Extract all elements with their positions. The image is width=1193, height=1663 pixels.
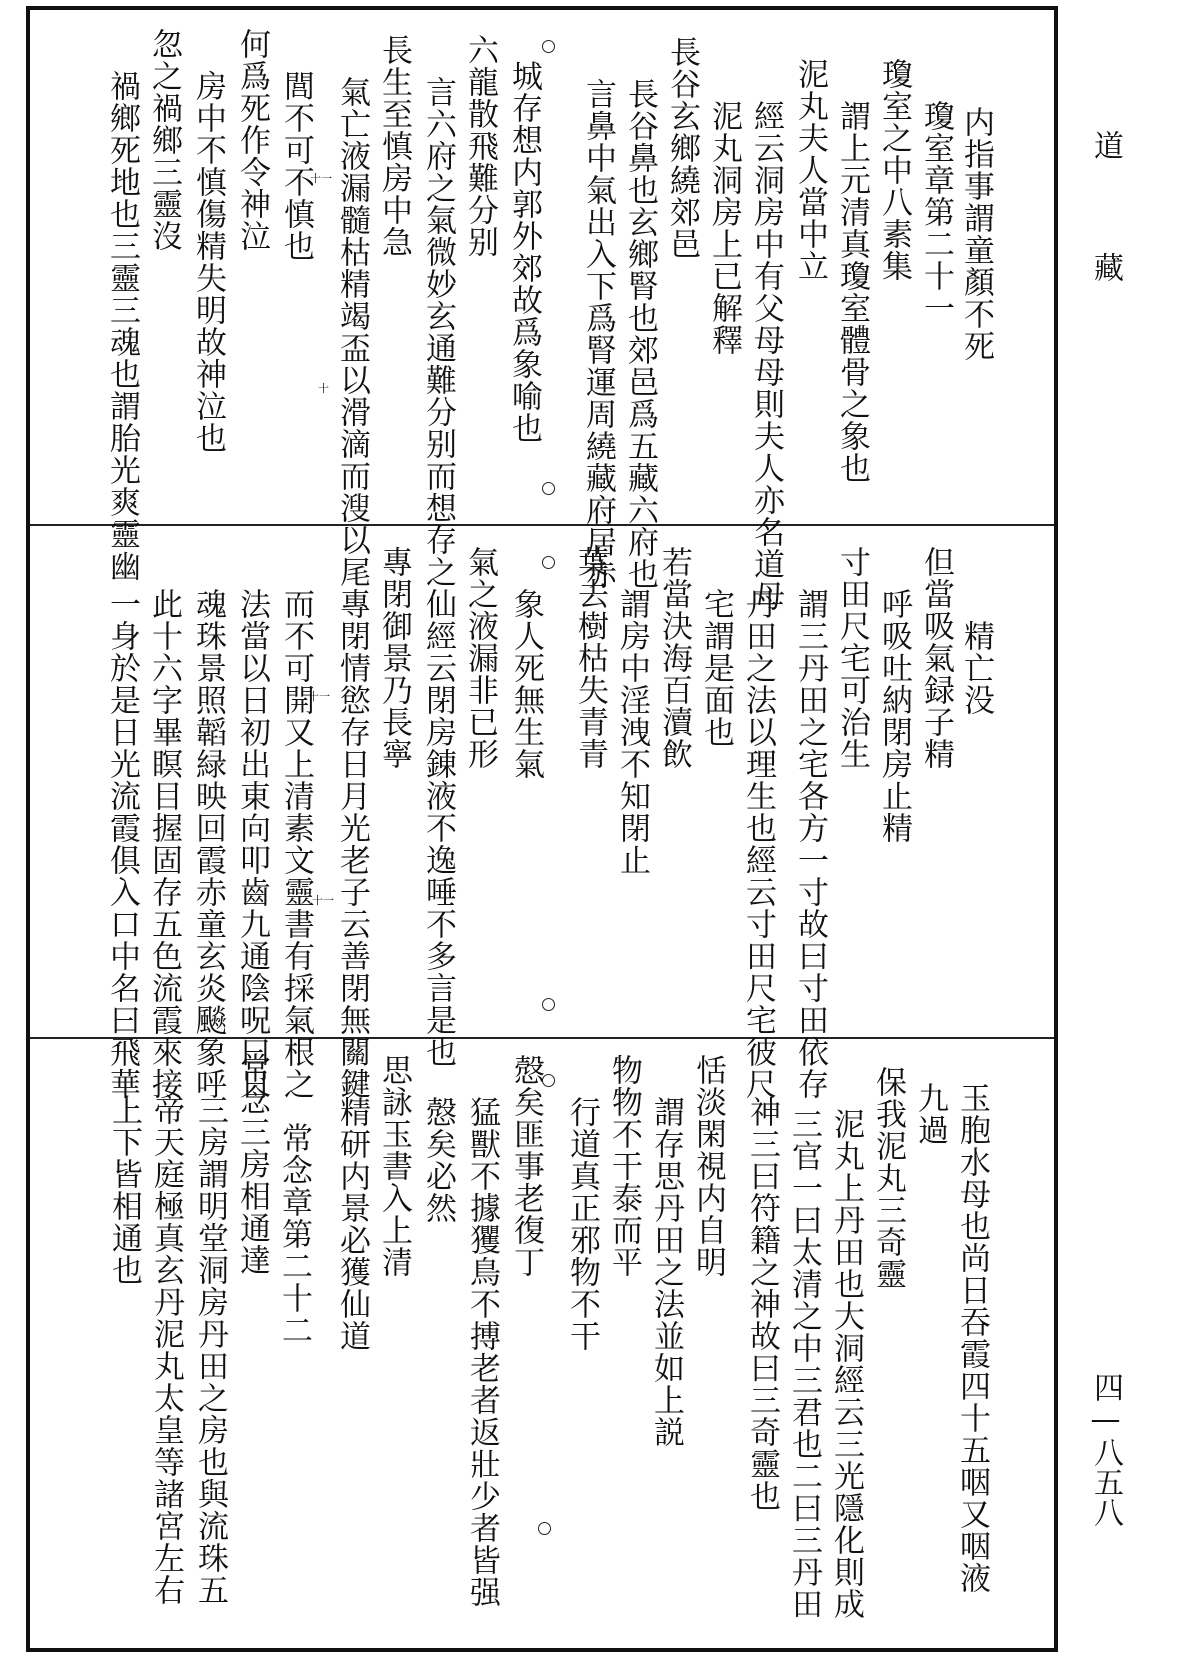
text-column: 行道真正邪物不干: [564, 1096, 600, 1352]
text-column: 常念三房相通達: [234, 1052, 270, 1276]
interlinear-note: 十: [318, 382, 329, 395]
text-column: 房中不慎傷精失明故神泣也: [190, 70, 226, 454]
page-number: 四—八五八: [1088, 1372, 1123, 1527]
text-column: 泥丸上丹田也大洞經云三光隱化則成: [828, 1108, 864, 1620]
binding-hole: [538, 1522, 551, 1535]
text-column: 宅謂是面也: [698, 588, 734, 748]
text-column: 慤矣必然: [420, 1096, 456, 1224]
text-column: 玉胞水母也尚日吞霞四十五咽又咽液: [954, 1082, 990, 1594]
interlinear-note: 十一: [308, 690, 330, 703]
text-column: 上下皆相通也: [106, 1094, 142, 1286]
text-column: 而不可開又上清素文靈書有採氣根之: [278, 588, 314, 1100]
text-column: 寸田尺宅可治生: [834, 546, 870, 770]
text-column: 仙經云閉房錬液不逸唾不多言是也: [420, 588, 456, 1068]
text-column: 長谷玄鄉繞郊邑: [664, 36, 700, 260]
text-column: 六龍散飛難分别: [462, 34, 498, 258]
text-column: 氣之液漏非已形: [462, 546, 498, 770]
text-column: 物物不干泰而平: [606, 1054, 642, 1278]
text-column: 謂上元清真瓊室體骨之象也: [834, 100, 870, 484]
text-column: 魂珠景照韜緑映回霞赤童玄炎飈象呼: [190, 588, 226, 1100]
text-column: 城存想内郭外郊故爲象喻也: [506, 60, 542, 444]
text-column: 神三曰符籍之神故曰三奇靈也: [744, 1096, 780, 1512]
text-column: 若當決海百瀆飲: [656, 546, 692, 770]
text-column: 呼吸吐納閉房止精: [876, 588, 912, 844]
text-column: 精研内景必獲仙道: [334, 1096, 370, 1352]
text-column: 經云洞房中有父母母則夫人亦名道母: [748, 100, 784, 612]
collection-name-bottom: 藏: [1088, 252, 1123, 282]
text-column: 象人死無生氣: [508, 588, 544, 780]
text-column: 瓊室之中八素集: [876, 58, 912, 282]
text-column: 閭不可不慎也: [278, 70, 314, 262]
text-column: 三房謂明堂洞房丹田之房也與流珠五: [192, 1094, 228, 1606]
text-column: 言鼻中氣出入下爲腎運周繞藏府居赤: [580, 78, 616, 590]
panel-divider-lower: [30, 1037, 1054, 1039]
text-column: 瓊室章第二十一: [918, 100, 954, 324]
binding-hole: [542, 998, 555, 1011]
text-column: 慤矣匪事老復丁: [508, 1054, 544, 1278]
text-column: 帝天庭極真玄丹泥丸太皇等諸宮左右: [148, 1094, 184, 1606]
text-column: 九過: [912, 1082, 948, 1146]
text-column: 内指事謂童顏不死: [958, 106, 994, 362]
binding-hole: [542, 40, 555, 53]
text-column: 保我泥丸三奇靈: [870, 1066, 906, 1290]
text-column: 泥丸洞房上已解釋: [706, 100, 742, 356]
text-column: 猛獸不據玃鳥不搏老者返壯少者皆强: [464, 1096, 500, 1608]
text-column: 忽之禍鄉三靈沒: [146, 28, 182, 252]
collection-name-top: 道: [1088, 130, 1123, 160]
text-column: 法當以日初出東向叩齒九通陰呪曰日: [234, 588, 270, 1100]
text-column: 氣亡液漏髓枯精竭盃以滑滴而溲以尾: [334, 76, 370, 588]
interlinear-note: 十一: [312, 894, 334, 907]
text-column: 恬淡閑視内自明: [690, 1054, 726, 1278]
text-column: 長生至慎房中急: [376, 34, 412, 258]
interlinear-note: 十一: [310, 172, 332, 185]
text-column: 精亡没: [958, 620, 994, 716]
text-column: 三官一曰太清之中三君也二曰三丹田: [786, 1108, 822, 1620]
text-column: 謂房中淫洩不知閉止: [614, 588, 650, 876]
binding-hole: [542, 1074, 555, 1087]
text-column: 專閉情慾存日月光老子云善閉無關鍵: [334, 588, 370, 1100]
text-column: 此十六字畢瞑目握固存五色流霞來接: [146, 588, 182, 1100]
text-column: 但當吸氣録子精: [918, 546, 954, 770]
text-column: 丹田之法以理生也經云寸田尺宅彼尺: [740, 588, 776, 1100]
binding-hole: [542, 482, 555, 495]
text-column: 專閉御景乃長寧: [376, 546, 412, 770]
text-column: 謂存思丹田之法並如上説: [648, 1096, 684, 1448]
text-column: 一身於是日光流霞俱入口中名曰飛華: [104, 588, 140, 1100]
text-column: 泥丸夫人當中立: [792, 58, 828, 282]
binding-hole: [542, 556, 555, 569]
text-column: 何爲死作令神泣: [234, 28, 270, 252]
text-column: 常念章第二十二: [276, 1122, 312, 1346]
text-column: 謂三丹田之宅各方一寸故曰寸田依存: [792, 588, 828, 1100]
text-column: 言六府之氣微妙玄通難分别而想存之: [420, 76, 456, 588]
text-column: 葉去樹枯失青青: [572, 546, 608, 770]
text-column: 禍鄉死地也三靈三魂也謂胎光爽靈幽: [104, 70, 140, 582]
text-column: 長谷鼻也玄鄉腎也郊邑爲五藏六府也: [622, 78, 658, 590]
panel-divider-upper: [30, 524, 1054, 526]
text-column: 思詠玉書入上清: [376, 1054, 412, 1278]
